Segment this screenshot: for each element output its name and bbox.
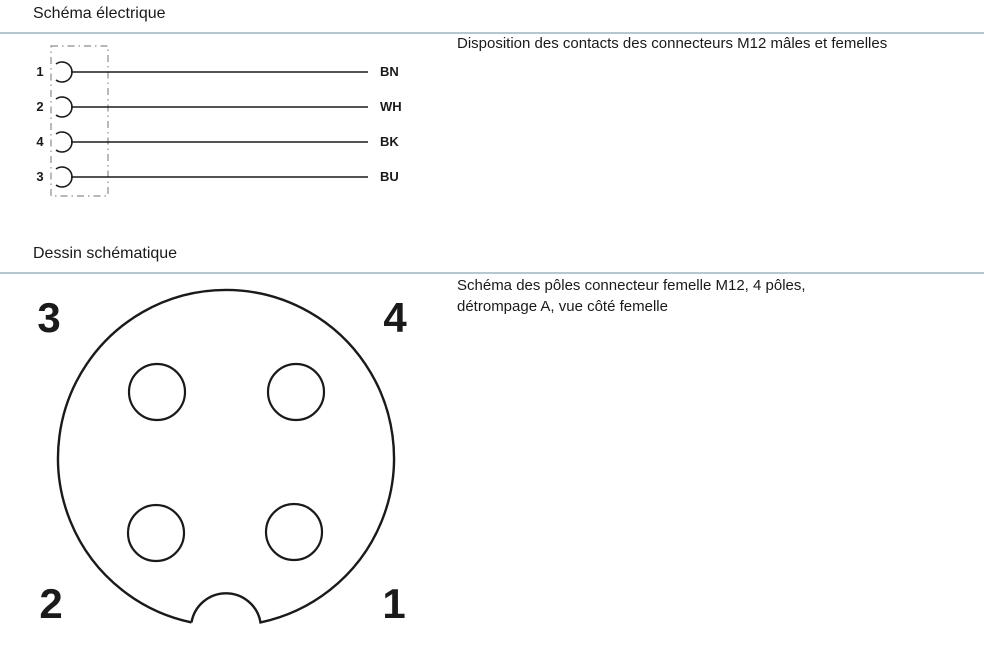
wire-color-label: WH [380, 99, 402, 114]
connector-face-diagram [0, 280, 440, 647]
contact-hole-1 [266, 504, 322, 560]
contact-hole-3 [129, 364, 185, 420]
pin-socket-arc-3 [56, 132, 72, 152]
pole-number-bottom-left: 2 [39, 580, 63, 627]
pin-socket-arc-1 [56, 62, 72, 82]
pole-number-top-right: 4 [383, 294, 407, 341]
pin-contacts-and-wires [56, 62, 368, 187]
wire-color-label: BU [380, 169, 399, 184]
wire-color-label: BN [380, 64, 399, 79]
contact-hole-4 [268, 364, 324, 420]
schematic-caption [457, 275, 806, 317]
connector-body-outline-with-keying-notch [58, 290, 394, 622]
pin-number: 2 [36, 99, 44, 114]
electrical-section-title: Schéma électrique [33, 5, 166, 22]
schematic-caption-line1: Schéma des pôles connecteur femelle M12, 4 pôles, [457, 277, 806, 294]
contact-hole-2 [128, 505, 184, 561]
schematic-caption-line2: détrompage A, vue côté femelle [457, 298, 668, 315]
wire-color-label: BK [380, 134, 399, 149]
pole-number-bottom-right: 1 [382, 580, 406, 627]
section-divider-rule [0, 272, 984, 274]
pin-socket-arc-2 [56, 97, 72, 117]
pin-socket-arc-4 [56, 167, 72, 187]
pin-number: 1 [36, 64, 44, 79]
schematic-section-title: Dessin schématique [33, 245, 178, 262]
pin-number: 4 [36, 134, 44, 149]
pin-number: 3 [36, 169, 44, 184]
electrical-caption: Disposition des contacts des connecteurs M12 mâles et femelles [457, 35, 888, 52]
connector-face-shapes [58, 290, 394, 622]
wiring-diagram [0, 40, 440, 200]
pole-number-top-left: 3 [37, 294, 61, 341]
connector-boundary-dashed-box [51, 46, 108, 196]
